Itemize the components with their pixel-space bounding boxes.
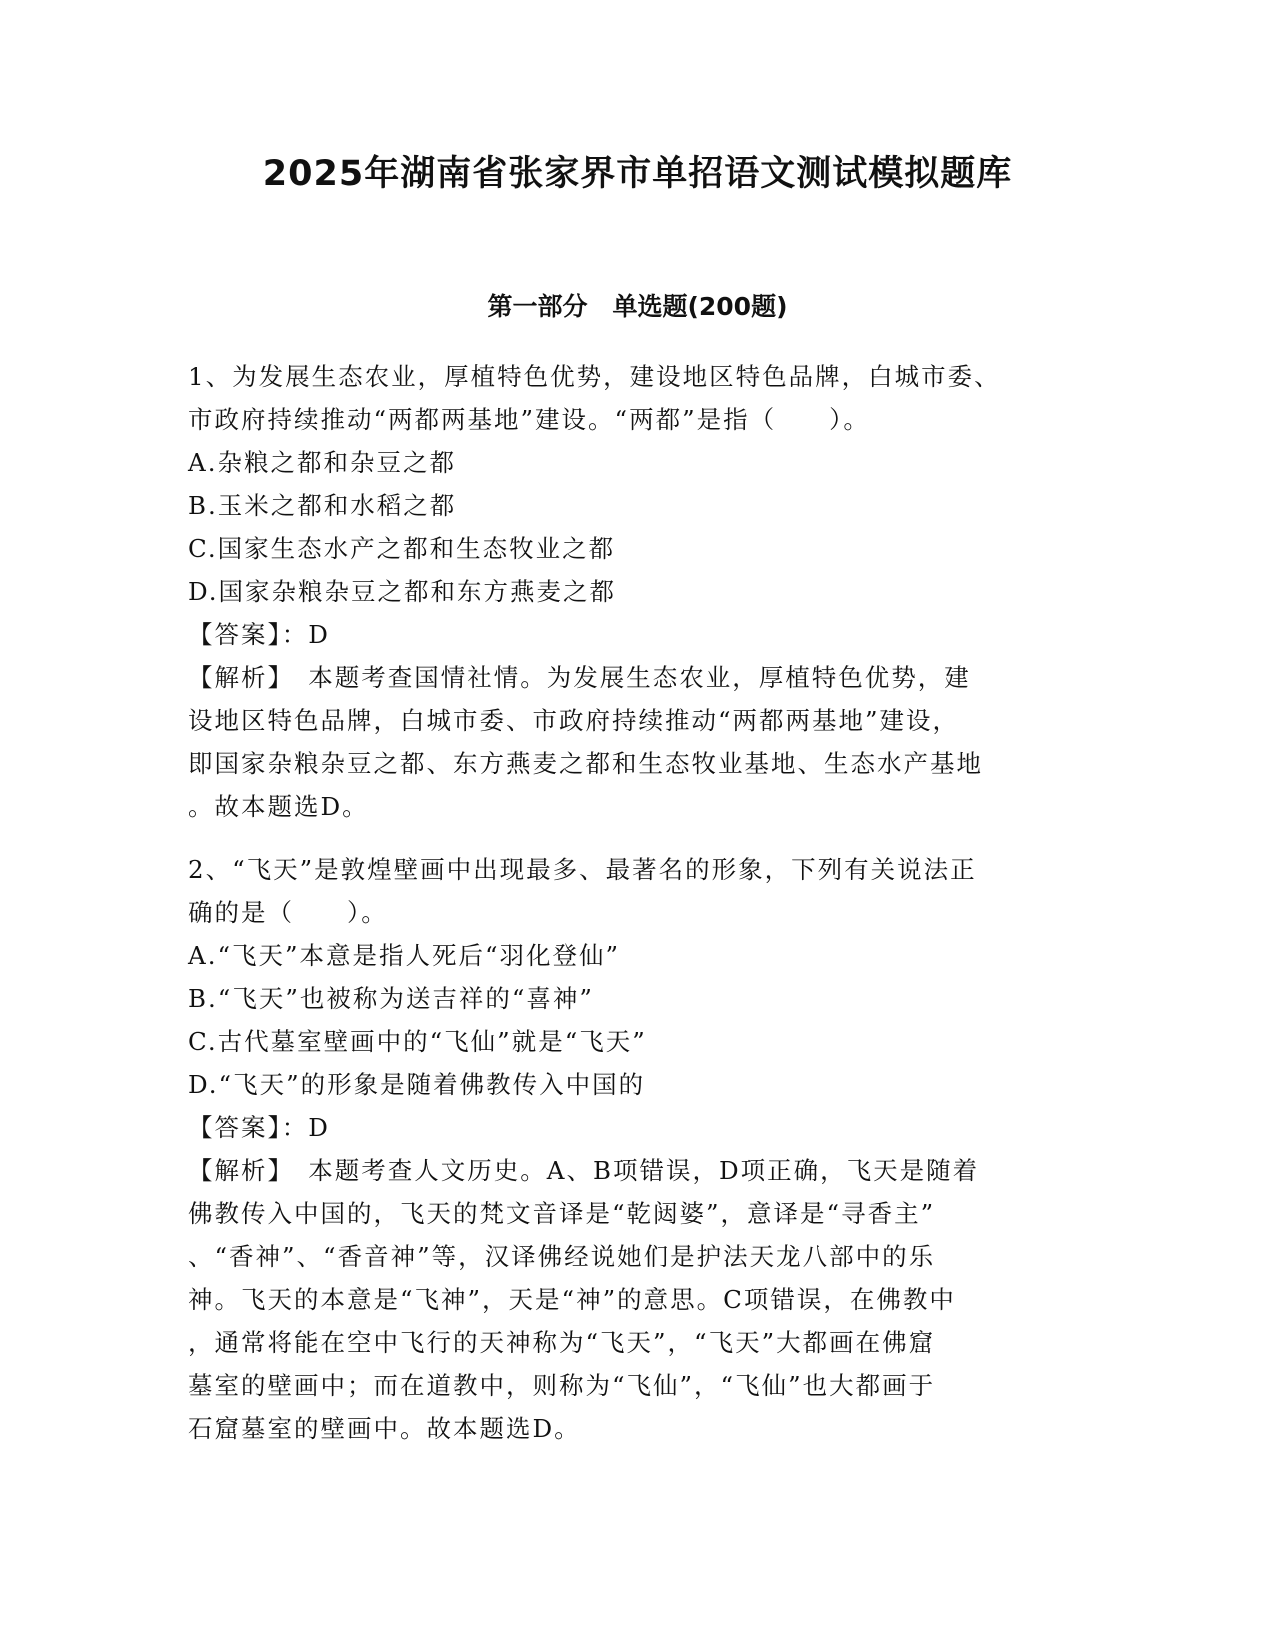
question-stem-line: 市政府持续推动“两都两基地”建设。“两都”是指（ ）。 <box>188 405 870 434</box>
option-d: D.“飞天”的形象是随着佛教传入中国的 <box>188 1070 646 1099</box>
answer-line: 【答案】：D <box>188 1113 330 1142</box>
question-stem-line: 2、“飞天”是敦煌壁画中出现最多、最著名的形象，下列有关说法正 <box>188 855 977 884</box>
option-b: B.“飞天”也被称为送吉祥的“喜神” <box>188 984 594 1013</box>
option-a: A.“飞天”本意是指人死后“羽化登仙” <box>188 941 621 970</box>
document-title: 2025年湖南省张家界市单招语文测试模拟题库 <box>262 154 1013 194</box>
question-stem-line: 确的是（ ）。 <box>188 898 388 927</box>
question-list <box>188 355 1078 1450</box>
analysis-line: ，通常将能在空中飞行的天神称为“飞天”，“飞天”大都画在佛窟 <box>188 1328 936 1357</box>
question-stem-line: 1、为发展生态农业，厚植特色优势，建设地区特色品牌，白城市委、 <box>188 362 1001 391</box>
question-1 <box>188 355 1078 828</box>
option-d: D.国家杂粮杂豆之都和东方燕麦之都 <box>188 577 617 606</box>
question-2 <box>188 848 1078 1450</box>
analysis-line: 。故本题选D。 <box>188 792 369 821</box>
analysis-line: 【解析】 本题考查人文历史。A、B项错误，D项正确，飞天是随着 <box>188 1156 980 1185</box>
analysis-line: 佛教传入中国的，飞天的梵文音译是“乾闼婆”，意译是“寻香主” <box>188 1199 936 1228</box>
analysis-line: 设地区特色品牌，白城市委、市政府持续推动“两都两基地”建设， <box>188 706 960 735</box>
analysis-line: 即国家杂粮杂豆之都、东方燕麦之都和生态牧业基地、生态水产基地 <box>188 749 983 778</box>
answer-line: 【答案】：D <box>188 620 330 649</box>
analysis-line: 墓室的壁画中；而在道教中，则称为“飞仙”，“飞仙”也大都画于 <box>188 1371 936 1400</box>
option-b: B.玉米之都和水稻之都 <box>188 491 457 520</box>
analysis-line: 【解析】 本题考查国情社情。为发展生态农业，厚植特色优势，建 <box>188 663 971 692</box>
section-title: 第一部分 单选题(200题) <box>487 292 788 321</box>
option-c: C.古代墓室壁画中的“飞仙”就是“飞天” <box>188 1027 647 1056</box>
option-a: A.杂粮之都和杂豆之都 <box>188 448 456 477</box>
analysis-line: 石窟墓室的壁画中。故本题选D。 <box>188 1414 581 1443</box>
analysis-line: 神。飞天的本意是“飞神”，天是“神”的意思。C项错误，在佛教中 <box>188 1285 956 1314</box>
option-c: C.国家生态水产之都和生态牧业之都 <box>188 534 616 563</box>
analysis-line: 、“香神”、“香音神”等，汉译佛经说她们是护法天龙八部中的乐 <box>188 1242 936 1271</box>
